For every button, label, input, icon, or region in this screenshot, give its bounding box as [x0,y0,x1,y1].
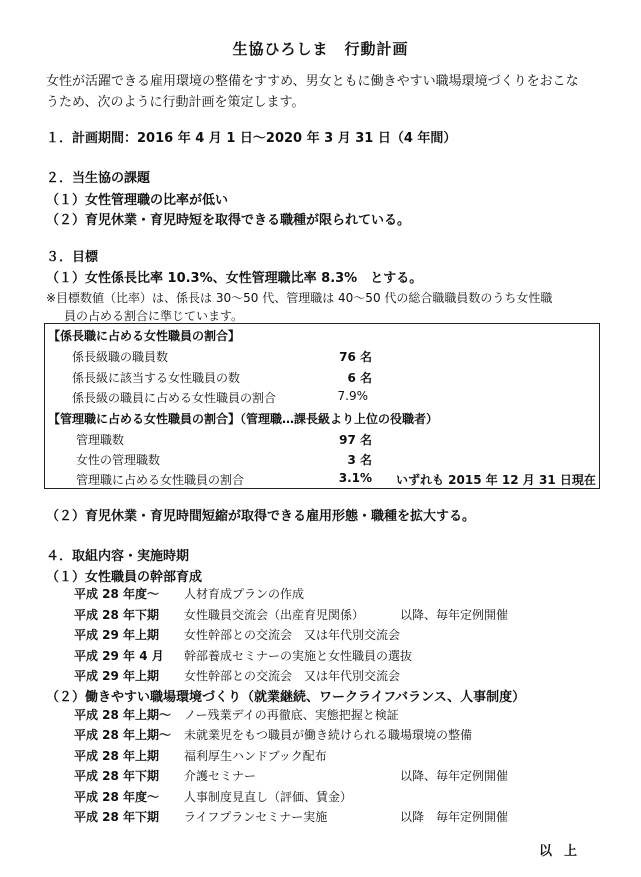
schedule-task: 介護セミナー [184,769,257,784]
schedule-period: 平成 28 年度～ [74,789,160,804]
schedule-task: ライフプランセミナー実施 [184,810,328,824]
actions-sub1-heading: （１）女性職員の幹部育成 [46,570,203,585]
closing-mark: 以上 [538,844,589,859]
ratio-as-of-date: いずれも 2015 年 12 月 31 日現在 [396,473,596,487]
schedule-period: 平成 28 年度～ [74,587,160,601]
actions-heading: ４．取組内容・実施時期 [46,549,190,564]
schedule-task: 人事制度見直し（評価、賃金） [184,789,353,804]
ratio-b-value-3: 3.1% [338,471,372,485]
ratio-b-value-2: 3 名 [347,453,372,467]
schedule-row [0,706,641,726]
schedule-period: 平成 28 年上期～ [74,708,172,722]
schedule-period: 平成 28 年下期 [74,607,160,622]
ratio-a-label-3: 係長級の職員に占める女性職員の割合 [72,391,277,405]
ratio-a-value-1: 76 名 [339,350,372,364]
issues-heading: ２．当生協の課題 [46,171,151,186]
page-title: 生協ひろしま 行動計画 [232,40,409,58]
ratio-a-value-2: 6 名 [347,371,372,385]
plan-period: １．計画期間：2016 年 4 月 1 日～2020 年 3 月 31 日（4 年間） [46,131,457,146]
schedule-task: 女性幹部との交流会 又は年代別交流会 [184,669,401,684]
schedule-row [0,788,641,808]
schedule-period: 平成 29 年 4 月 [74,648,164,663]
schedule-row [0,667,641,687]
schedule-task: ノー残業デイの再徹底、実態把握と検証 [184,708,399,722]
schedule-frequency: 以降 毎年定例開催 [400,810,509,824]
schedule-row [0,747,641,767]
ratio-section-a-heading: 【係長職に占める女性職員の割合】 [48,329,241,343]
schedule-task: 幹部養成セミナーの実施と女性職員の選抜 [184,648,413,663]
schedule-task: 女性幹部との交流会 又は年代別交流会 [184,628,401,643]
schedule-period: 平成 28 年上期 [74,748,160,763]
intro-line-1: 女性が活躍できる雇用環境の整備をすすめ、男女ともに働きやすい職場環境づくりをおこな [46,74,579,89]
goal-item-2: （２）育児休業・育児時間短縮が取得できる雇用形態・職種を拡大する。 [46,509,476,524]
ratio-b-label-2: 女性の管理職数 [76,453,161,467]
goal-note-line-2: 員の占める割合に準じています。 [64,309,244,323]
schedule-period: 平成 28 年下期 [74,810,160,824]
schedule-period: 平成 29 年上期 [74,669,160,684]
schedule-period: 平成 28 年下期 [74,769,160,784]
schedule-task: 未就業児をもつ職員が働き続けられる職場環境の整備 [184,728,473,743]
schedule-row [0,647,641,667]
schedule-frequency: 以降、毎年定例開催 [400,769,509,784]
ratio-a-label-1: 係長級職の職員数 [72,350,169,364]
schedule-row [0,606,641,626]
intro-line-2: うため、次のように行動計画を策定します。 [46,95,305,110]
schedule-task: 福利厚生ハンドブック配布 [184,748,327,763]
actions-sub2-heading: （２）働きやすい職場環境づくり（就業継続、ワークライフバランス、人事制度） [46,690,526,705]
issue-item-1: （１）女性管理職の比率が低い [46,193,229,208]
schedule-row [0,585,641,605]
schedule-frequency: 以降、毎年定例開催 [400,607,509,622]
schedule-row [0,626,641,646]
ratio-section-b-heading: 【管理職に占める女性職員の割合】（管理職…課長級より上位の役職者） [48,412,439,426]
schedule-row [0,808,641,828]
schedule-row [0,726,641,746]
schedule-task: 人材育成プランの作成 [184,587,305,601]
goal-item-1: （１）女性係長比率 10.3%、女性管理職比率 8.3% とする。 [46,271,423,286]
goal-note-line-1: ※目標数値（比率）は、係長は 30～50 代、管理職は 40～50 代の総合職職員数のうち女性職 [46,291,553,305]
ratio-b-label-3: 管理職に占める女性職員の割合 [76,473,245,487]
schedule-task: 女性職員交流会（出産育児関係） [184,607,365,622]
schedule-period: 平成 29 年上期 [74,628,160,643]
ratio-a-label-2: 係長級に該当する女性職員の数 [72,371,241,385]
ratio-b-value-1: 97 名 [339,433,372,447]
goals-heading: ３．目標 [46,250,99,265]
ratio-a-value-3: 7.9% [337,389,368,403]
schedule-row [0,767,641,787]
issue-item-2: （２）育児休業・育児時短を取得できる職種が限られている。 [46,213,411,228]
ratio-b-label-1: 管理職数 [76,433,125,447]
schedule-period: 平成 28 年上期～ [74,728,172,743]
